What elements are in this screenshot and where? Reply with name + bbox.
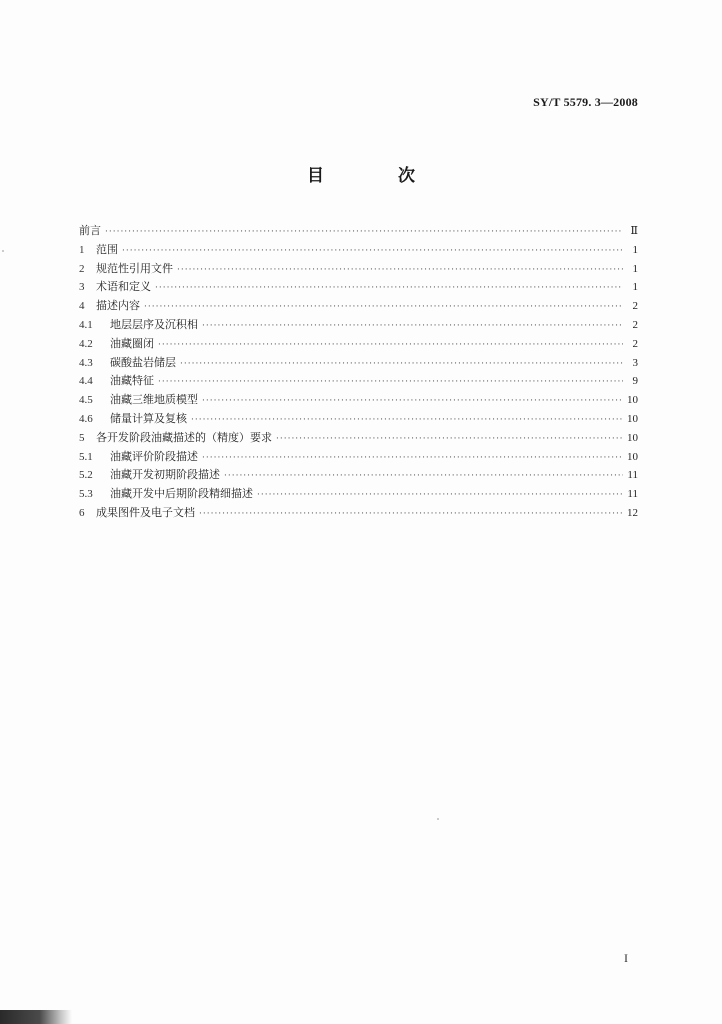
toc-entry[interactable]: [79, 410, 638, 429]
toc-leader-dots: [158, 373, 623, 392]
toc-entry-page: 2: [632, 300, 638, 313]
toc-entry-page: 2: [632, 318, 638, 331]
standard-code: SY/T 5579. 3—2008: [533, 95, 638, 109]
toc-entry-page: 11: [627, 469, 638, 482]
toc-entry-title: 地层层序及沉积相: [110, 317, 198, 331]
toc-entry-page: 1: [632, 243, 638, 256]
toc-entry-page: 10: [627, 431, 638, 444]
toc-title: 目 次: [307, 166, 449, 186]
toc-entry-title: 油藏开发中后期阶段精细描述: [110, 487, 253, 501]
toc-leader-dots: [158, 336, 623, 355]
toc-entry-page: 10: [627, 412, 638, 425]
toc-entry[interactable]: [79, 241, 638, 260]
toc-entry-page: 9: [632, 375, 638, 388]
toc-entry[interactable]: [79, 372, 638, 391]
toc-entry-number: 5.3: [79, 488, 93, 501]
toc-entry-page: Ⅱ: [630, 225, 638, 237]
toc-leader-dots: [155, 279, 623, 298]
toc-entry-title: 描述内容: [96, 299, 140, 313]
toc-entry-title: 成果图件及电子文档: [96, 505, 195, 519]
toc-entry-title: 储量计算及复核: [110, 411, 187, 425]
toc-leader-dots: [224, 467, 623, 486]
toc-entry-page: 11: [627, 488, 638, 501]
toc-entry-title: 油藏特征: [110, 374, 154, 388]
toc-entry[interactable]: [79, 354, 638, 373]
toc-entry[interactable]: [79, 260, 638, 279]
toc-entry-number: 5: [79, 431, 85, 444]
toc-entry[interactable]: [79, 222, 638, 241]
toc-entry-number: 2: [79, 262, 85, 275]
toc-leader-dots: [122, 242, 623, 261]
toc-leader-dots: [180, 355, 623, 374]
toc-entry-number: 4.4: [79, 375, 93, 388]
toc-entry[interactable]: [79, 335, 638, 354]
toc-entry-number: 4.1: [79, 318, 93, 331]
toc-entry[interactable]: [79, 448, 638, 467]
toc-leader-dots: [144, 298, 623, 317]
toc-entry-number: 4: [79, 300, 85, 313]
toc-entry-title: 油藏开发初期阶段描述: [110, 468, 220, 482]
toc-entry-number: 4.6: [79, 412, 93, 425]
toc-entry[interactable]: [79, 466, 638, 485]
toc-entry-number: 5.1: [79, 450, 93, 463]
toc-entry-title: 油藏评价阶段描述: [110, 449, 198, 463]
toc-entry[interactable]: [79, 278, 638, 297]
toc-entry[interactable]: [79, 429, 638, 448]
toc-entry-page: 2: [632, 337, 638, 350]
toc-entry-title: 范围: [96, 242, 118, 256]
page-number: I: [624, 951, 628, 965]
toc-entry-page: 3: [632, 356, 638, 369]
toc-entry-number: 5.2: [79, 469, 93, 482]
toc-entry[interactable]: [79, 316, 638, 335]
toc-entry[interactable]: [79, 504, 638, 523]
toc-entry-page: 10: [627, 450, 638, 463]
toc-entry-title: 前言: [79, 224, 101, 237]
toc-entry-number: 4.3: [79, 356, 93, 369]
toc-entry-page: 1: [632, 262, 638, 275]
scan-speck: [2, 250, 4, 252]
toc-entry[interactable]: [79, 391, 638, 410]
toc-entry-number: 4.2: [79, 337, 93, 350]
toc-leader-dots: [202, 449, 623, 468]
toc-entry-page: 12: [627, 506, 638, 519]
toc-entry-title: 油藏三维地质模型: [110, 393, 198, 407]
toc-leader-dots: [199, 505, 623, 524]
toc-entry-number: 6: [79, 506, 85, 519]
toc-entry[interactable]: [79, 297, 638, 316]
toc-leader-dots: [191, 411, 623, 430]
toc-entry-title: 碳酸盐岩储层: [110, 355, 176, 369]
toc-entry-title: 油藏圈闭: [110, 336, 154, 350]
toc-entry-title: 术语和定义: [96, 280, 151, 294]
toc-entry-title: 规范性引用文件: [96, 261, 173, 275]
toc-entry-number: 4.5: [79, 394, 93, 407]
toc-entry-page: 10: [627, 394, 638, 407]
toc-leader-dots: [202, 317, 623, 336]
toc-entry-number: 3: [79, 281, 85, 294]
toc-leader-dots: [202, 392, 623, 411]
scan-edge-mark: [0, 1010, 72, 1024]
toc-entry-number: 1: [79, 243, 85, 256]
scan-speck: [437, 818, 439, 820]
toc-entry-page: 1: [632, 281, 638, 294]
toc-leader-dots: [105, 223, 623, 242]
toc-entry[interactable]: [79, 485, 638, 504]
toc-leader-dots: [276, 430, 623, 449]
toc-leader-dots: [257, 486, 623, 505]
toc-leader-dots: [177, 261, 623, 280]
toc-entry-title: 各开发阶段油藏描述的（精度）要求: [96, 430, 272, 444]
table-of-contents: [79, 222, 638, 523]
